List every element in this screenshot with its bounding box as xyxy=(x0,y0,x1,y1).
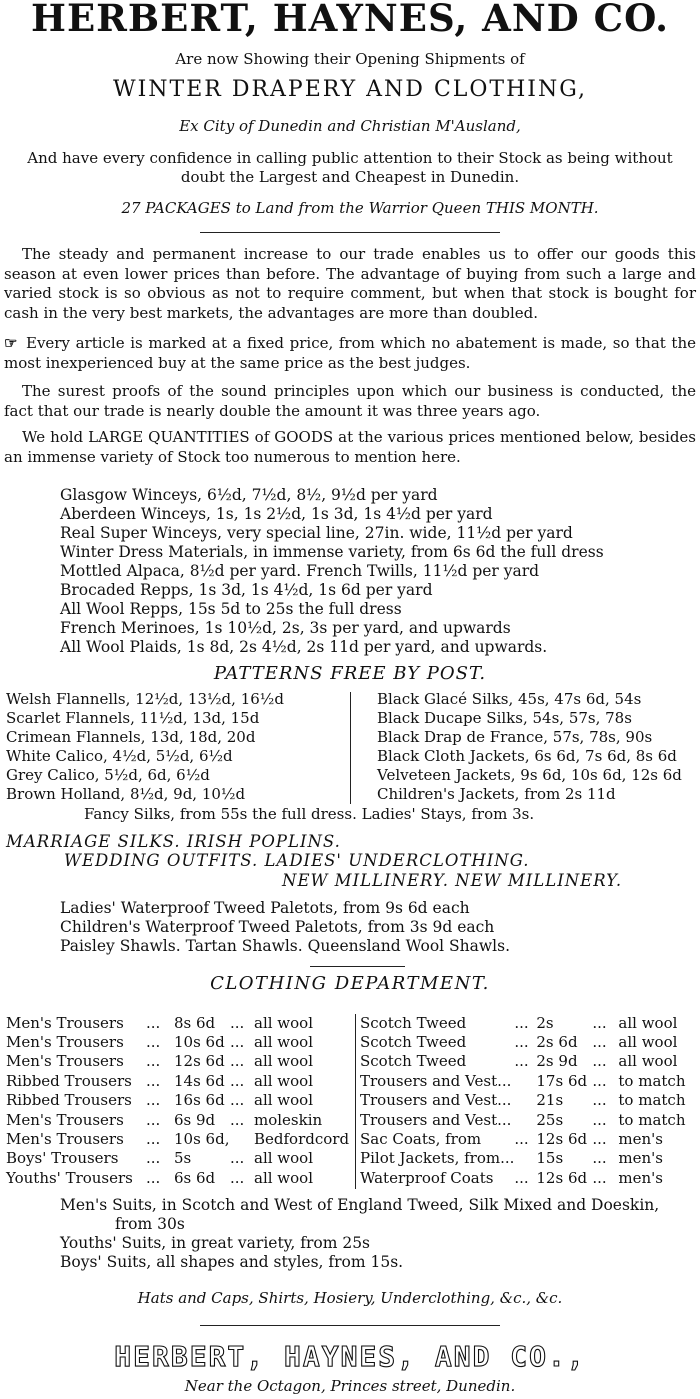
table-row xyxy=(6,1052,349,1071)
list-item: Brocaded Repps, 1s 3d, 1s 4½d, 1s 6d per yard xyxy=(60,581,433,599)
patterns-heading: PATTERNS FREE BY POST. xyxy=(213,663,487,684)
table-cell: Youths' Trousers xyxy=(6,1168,133,1187)
table-cell: all wool xyxy=(254,1033,314,1052)
table-cell: 16s 6d xyxy=(174,1091,225,1110)
page-title: HERBERT, HAYNES, AND CO. xyxy=(30,0,670,40)
table-cell: 12s 6d xyxy=(536,1168,588,1187)
table-cell: ... xyxy=(230,1013,245,1032)
table-cell: ... xyxy=(230,1052,245,1071)
list-item: Glasgow Winceys, 6½d, 7½d, 8½, 9½d per yard xyxy=(60,486,438,504)
table-cell: 15s xyxy=(536,1149,564,1168)
table-cell: ... xyxy=(592,1149,607,1168)
table-row xyxy=(360,1149,696,1168)
list-item: Scarlet Flannels, 11½d, 13d, 15d xyxy=(6,709,260,727)
table-cell xyxy=(230,1129,254,1148)
table-cell: ... xyxy=(592,1168,607,1187)
table-cell: 14s 6d xyxy=(174,1071,225,1090)
table-cell: Scotch Tweed xyxy=(360,1013,467,1032)
list-item: Youths' Suits, in great variety, from 25s xyxy=(60,1234,371,1252)
divider xyxy=(310,966,405,967)
table-cell: 12s 6d xyxy=(174,1052,225,1071)
table-cell: men's xyxy=(618,1168,663,1187)
table-cell: Men's Trousers xyxy=(6,1013,124,1032)
list-item: Crimean Flannels, 13d, 18d, 20d xyxy=(6,728,256,746)
list-item: Black Ducape Silks, 54s, 57s, 78s xyxy=(377,709,632,727)
specials-line-2: WEDDING OUTFITS. LADIES' UNDERCLOTHING. xyxy=(64,851,530,870)
table-cell: all wool xyxy=(254,1168,314,1187)
table-cell: ... xyxy=(230,1071,245,1090)
table-cell: Trousers and Vest... xyxy=(360,1110,512,1129)
pointing-hand-icon: ☞ xyxy=(4,334,18,352)
table-row xyxy=(360,1168,696,1187)
list-item: Paisley Shawls. Tartan Shawls. Queensland Wool Shawls. xyxy=(60,937,510,955)
list-item: French Merinoes, 1s 10½d, 2s, 3s per yard, and upwards xyxy=(60,619,511,637)
table-row xyxy=(360,1129,696,1148)
table-cell: 12s 6d xyxy=(536,1130,588,1149)
list-item: Velveteen Jackets, 9s 6d, 10s 6d, 12s 6d xyxy=(377,766,682,784)
subtitle: WINTER DRAPERY AND CLOTHING, xyxy=(112,77,588,102)
table-cell: ... xyxy=(146,1110,161,1129)
table-cell: ... xyxy=(592,1052,607,1071)
column-divider xyxy=(350,692,351,804)
paragraph-fixed-price-text: Every article is marked at a fixed price, from which no abatement is made, so that the most inexperienced buy at the same price as the best judges. xyxy=(4,334,696,372)
patterns-left-column xyxy=(6,690,284,804)
table-cell: 5s xyxy=(174,1149,192,1168)
list-item: Welsh Flannells, 12½d, 13½d, 16½d xyxy=(6,690,284,708)
table-cell: all wool xyxy=(254,1013,314,1032)
table-cell: Ribbed Trousers xyxy=(6,1071,132,1090)
table-cell: 2s xyxy=(536,1013,554,1032)
table-cell: all wool xyxy=(618,1052,678,1071)
table-cell: ... xyxy=(592,1013,607,1032)
paragraph-quantities: We hold LARGE QUANTITIES of GOODS at the various prices mentioned below, besides an immense variety of Stock too numerous to mention here. xyxy=(4,428,696,466)
list-item: Children's Jackets, from 2s 11d xyxy=(377,785,616,803)
list-item: Black Glacé Silks, 45s, 47s 6d, 54s xyxy=(377,690,642,708)
table-cell: all wool xyxy=(254,1071,314,1090)
table-cell: all wool xyxy=(254,1149,314,1168)
list-item: Men's Suits, in Scotch and West of England Tweed, Silk Mixed and Doeskin, xyxy=(60,1196,660,1214)
table-row xyxy=(360,1091,696,1110)
list-item: Winter Dress Materials, in immense variety, from 6s 6d the full dress xyxy=(60,543,604,561)
clothing-heading: CLOTHING DEPARTMENT. xyxy=(210,973,490,994)
table-cell: Men's Trousers xyxy=(6,1130,124,1149)
table-cell: Boys' Trousers xyxy=(6,1149,119,1168)
packages-line: 27 PACKAGES to Land from the Warrior Queen THIS MONTH. xyxy=(121,199,599,217)
table-cell: ... xyxy=(514,1013,529,1032)
table-cell: Trousers and Vest... xyxy=(360,1071,512,1090)
table-cell: all wool xyxy=(618,1033,678,1052)
table-cell: Sac Coats, from xyxy=(360,1130,482,1149)
ships-line: Ex City of Dunedin and Christian M'Ausland, xyxy=(179,117,521,135)
list-item: Ladies' Waterproof Tweed Paletots, from 9s 6d each xyxy=(60,899,470,917)
table-cell: ... xyxy=(146,1149,161,1168)
list-item: All Wool Repps, 15s 5d to 25s the full dress xyxy=(60,600,402,618)
table-row xyxy=(360,1013,696,1032)
table-cell: ... xyxy=(230,1110,245,1129)
table-cell: ... xyxy=(230,1168,245,1187)
table-cell: all wool xyxy=(254,1052,314,1071)
footer-address: Near the Octagon, Princes street, Dunedin. xyxy=(184,1377,516,1395)
table-cell: all wool xyxy=(618,1013,678,1032)
table-cell: Bedfordcord xyxy=(254,1130,350,1149)
specials-line-3: NEW MILLINERY. NEW MILLINERY. xyxy=(282,871,623,890)
waterproofs-list xyxy=(60,899,510,956)
table-cell: 8s 6d xyxy=(174,1013,216,1032)
list-item: Grey Calico, 5½d, 6d, 6½d xyxy=(6,766,210,784)
specials-line-1: MARRIAGE SILKS. IRISH POPLINS. xyxy=(6,832,341,851)
table-cell: ... xyxy=(230,1091,245,1110)
table-cell: 21s xyxy=(536,1091,564,1110)
list-item: Mottled Alpaca, 8½d per yard. French Twills, 11½d per yard xyxy=(60,562,540,580)
table-cell: ... xyxy=(146,1052,161,1071)
table-cell: ... xyxy=(592,1091,607,1110)
table-cell: ... xyxy=(146,1033,161,1052)
table-cell: Ribbed Trousers xyxy=(6,1091,132,1110)
table-cell: ... xyxy=(514,1168,529,1187)
table-row xyxy=(6,1071,349,1090)
list-item: Children's Waterproof Tweed Paletots, from 3s 9d each xyxy=(60,918,495,936)
table-cell: 25s xyxy=(536,1110,564,1129)
table-cell: Waterproof Coats xyxy=(360,1168,494,1187)
goods-list xyxy=(60,486,604,657)
table-cell: 6s 9d xyxy=(174,1110,216,1129)
divider xyxy=(200,232,500,233)
table-cell: ... xyxy=(230,1033,245,1052)
divider xyxy=(200,1325,500,1326)
table-cell: 10s 6d xyxy=(174,1033,225,1052)
list-item: Boys' Suits, all shapes and styles, from 15s. xyxy=(60,1253,404,1271)
table-cell: 2s 9d xyxy=(536,1052,578,1071)
patterns-right-column xyxy=(377,690,682,804)
intro-line: Are now Showing their Opening Shipments of xyxy=(175,50,525,68)
list-item: White Calico, 4½d, 5½d, 6½d xyxy=(6,747,233,765)
table-cell: ... xyxy=(146,1013,161,1032)
list-item: Brown Holland, 8½d, 9d, 10½d xyxy=(6,785,246,803)
list-item: from 30s xyxy=(115,1215,185,1233)
confidence-line-1: And have every confidence in calling public attention to their Stock as being without xyxy=(27,149,673,167)
table-cell: ... xyxy=(146,1130,161,1149)
table-cell: men's xyxy=(618,1149,663,1168)
table-row xyxy=(6,1129,349,1148)
table-cell: ... xyxy=(514,1130,529,1149)
table-cell xyxy=(514,1091,536,1110)
table-row xyxy=(6,1091,349,1110)
table-row xyxy=(6,1168,349,1187)
table-cell: ... xyxy=(592,1130,607,1149)
table-cell: Scotch Tweed xyxy=(360,1033,467,1052)
table-cell: to match xyxy=(618,1110,686,1129)
paragraph-trade: The steady and permanent increase to our trade enables us to offer our goods this season at even lower prices than before. The advantage of buying from such a large and varied stock is so obvious as not to require comment, but when that stock is bought for cash in the very best markets, the advantages are more than doubled. xyxy=(4,245,696,322)
table-cell xyxy=(514,1149,536,1168)
table-cell: ... xyxy=(592,1110,607,1129)
footer-title: HERBERT, HAYNES, AND CO., xyxy=(114,1340,586,1373)
table-cell: ... xyxy=(514,1052,529,1071)
paragraph-proofs: The surest proofs of the sound principles upon which our business is conducted, the fact that our trade is nearly double the amount it was three years ago. xyxy=(4,382,696,420)
table-cell xyxy=(514,1071,536,1090)
table-cell: Men's Trousers xyxy=(6,1033,124,1052)
table-cell: to match xyxy=(618,1091,686,1110)
table-cell: Trousers and Vest... xyxy=(360,1091,512,1110)
table-cell: ... xyxy=(146,1168,161,1187)
table-cell: to match xyxy=(618,1071,686,1090)
table-row xyxy=(360,1032,696,1051)
column-divider xyxy=(355,1014,356,1189)
list-item: All Wool Plaids, 1s 8d, 2s 4½d, 2s 11d per yard, and upwards. xyxy=(60,638,548,656)
table-cell: 17s 6d xyxy=(536,1071,588,1090)
table-row xyxy=(6,1149,349,1168)
suits-list xyxy=(60,1196,659,1272)
clothing-left-table xyxy=(6,1013,349,1188)
list-item: Black Drap de France, 57s, 78s, 90s xyxy=(377,728,653,746)
confidence-line-2: doubt the Largest and Cheapest in Dunedin. xyxy=(180,168,520,186)
table-cell: 6s 6d xyxy=(174,1168,216,1187)
table-cell: 10s 6d, xyxy=(174,1130,230,1149)
table-cell: men's xyxy=(618,1130,663,1149)
table-cell: ... xyxy=(146,1071,161,1090)
table-cell: ... xyxy=(230,1149,245,1168)
clothing-right-table xyxy=(360,1013,696,1188)
table-cell xyxy=(514,1110,536,1129)
table-cell: Men's Trousers xyxy=(6,1110,124,1129)
table-row xyxy=(6,1013,349,1032)
table-cell: ... xyxy=(146,1091,161,1110)
table-cell: moleskin xyxy=(254,1110,323,1129)
table-cell: all wool xyxy=(254,1091,314,1110)
table-row xyxy=(6,1032,349,1051)
patterns-footer: Fancy Silks, from 55s the full dress. Ladies' Stays, from 3s. xyxy=(84,805,535,823)
list-item: Black Cloth Jackets, 6s 6d, 7s 6d, 8s 6d xyxy=(377,747,677,765)
accessories-line: Hats and Caps, Shirts, Hosiery, Underclothing, &c., &c. xyxy=(137,1289,563,1307)
table-cell: Scotch Tweed xyxy=(360,1052,467,1071)
paragraph-fixed-price xyxy=(4,334,696,373)
table-cell: ... xyxy=(592,1033,607,1052)
table-row xyxy=(360,1110,696,1129)
table-row xyxy=(360,1052,696,1071)
table-cell: Pilot Jackets, from... xyxy=(360,1149,515,1168)
table-cell: Men's Trousers xyxy=(6,1052,124,1071)
list-item: Real Super Winceys, very special line, 27in. wide, 11½d per yard xyxy=(60,524,573,542)
table-row xyxy=(6,1110,349,1129)
list-item: Aberdeen Winceys, 1s, 1s 2½d, 1s 3d, 1s 4½d per yard xyxy=(60,505,493,523)
table-row xyxy=(360,1071,696,1090)
table-cell: ... xyxy=(592,1071,607,1090)
table-cell: ... xyxy=(514,1033,529,1052)
table-cell: 2s 6d xyxy=(536,1033,578,1052)
